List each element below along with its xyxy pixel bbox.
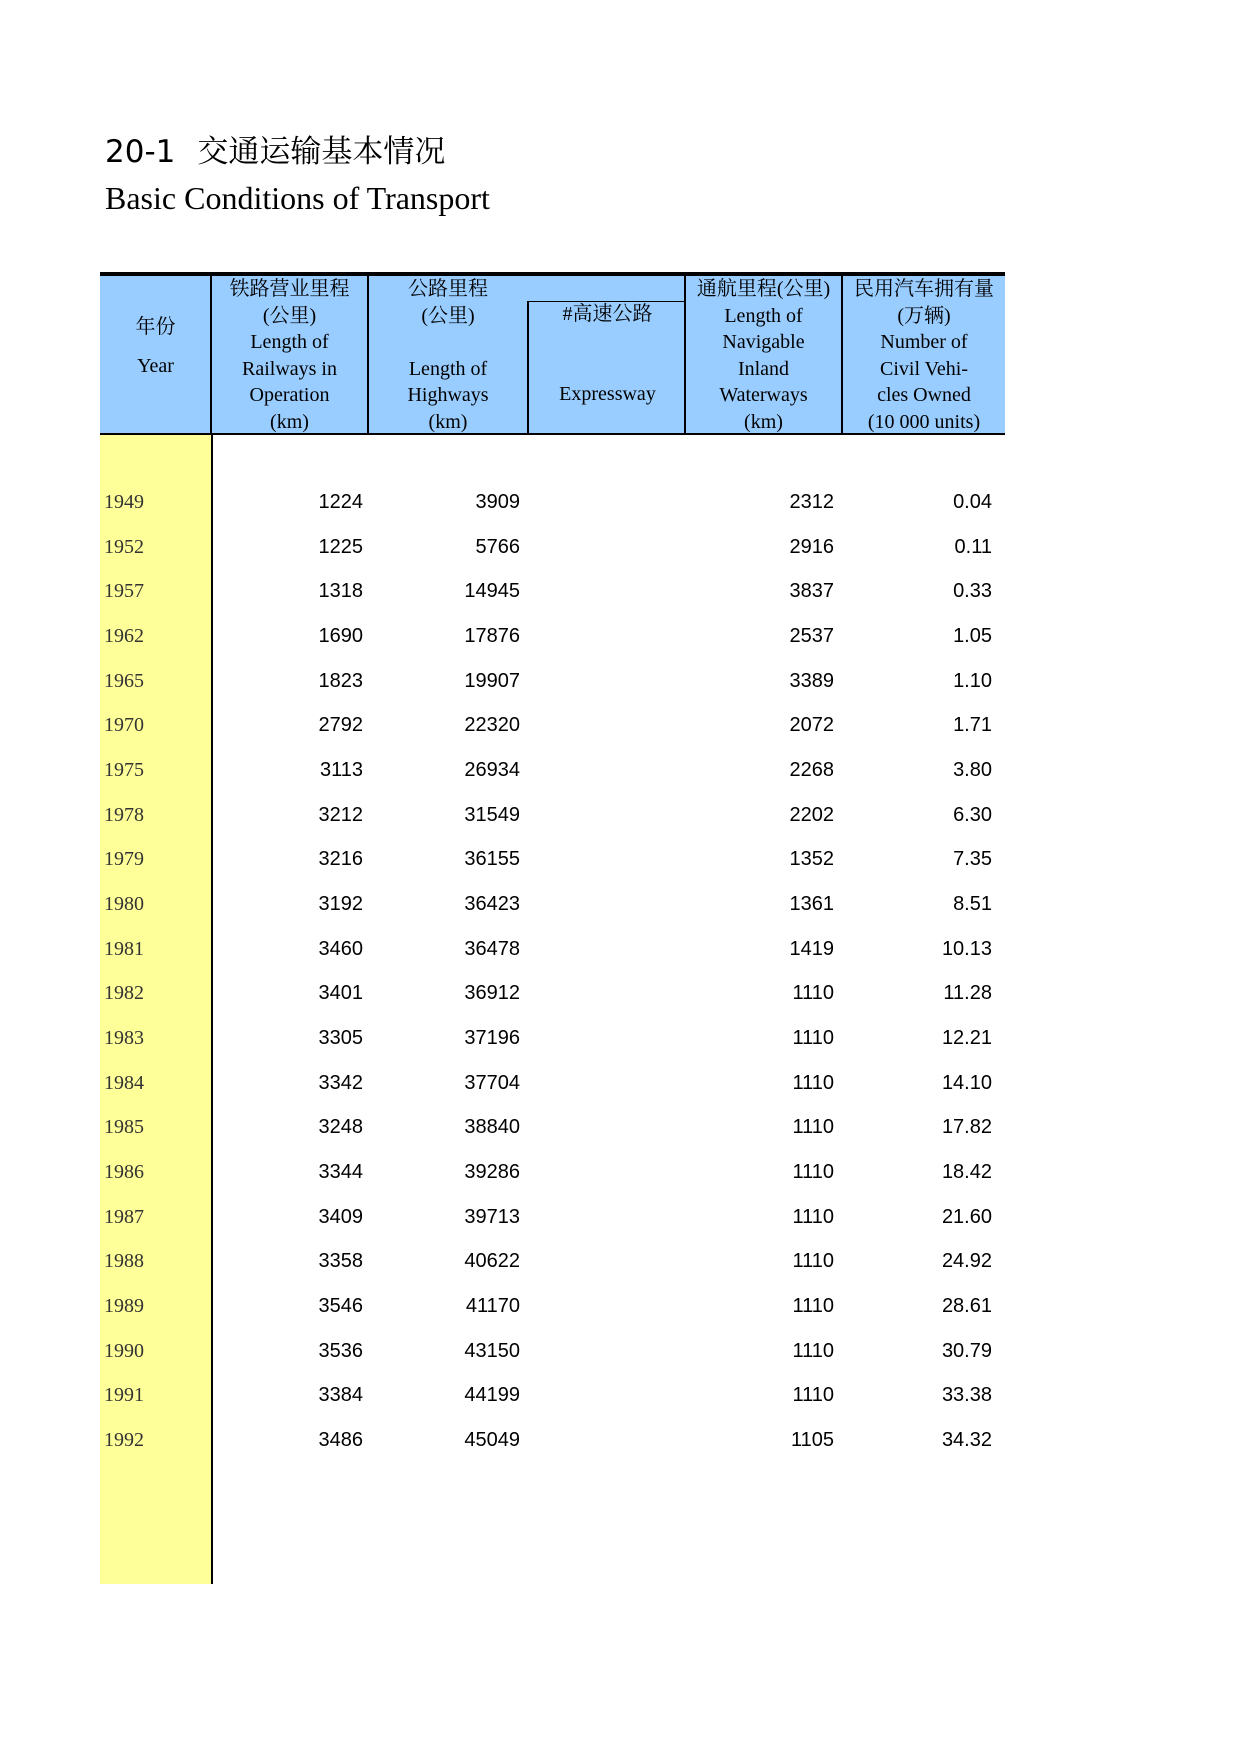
cell-vehicles: 8.51 [953, 893, 992, 916]
cell-railway: 3401 [318, 982, 363, 1005]
cell-waterway: 2072 [789, 714, 834, 737]
header-year-cn: 年份 [135, 316, 176, 338]
cell-year: 1970 [104, 714, 144, 737]
cell-year: 1991 [104, 1384, 144, 1407]
cell-highway: 39713 [464, 1205, 520, 1228]
page-title-english: Basic Conditions of Transport [105, 180, 490, 216]
cell-vehicles: 30.79 [941, 1339, 992, 1362]
cell-railway: 3460 [318, 937, 363, 960]
table-row [100, 1013, 1005, 1063]
cell-expressway [527, 611, 677, 661]
cell-waterway: 1110 [792, 1027, 834, 1050]
cell-vehicles: 33.38 [941, 1384, 992, 1407]
cell-vehicles: 34.32 [941, 1429, 992, 1452]
table-row [100, 1058, 1005, 1108]
cell-highway: 37196 [464, 1027, 520, 1050]
table-row [100, 1370, 1005, 1420]
cell-highway: 26934 [464, 759, 520, 782]
header-vehicles [843, 276, 1005, 433]
header-railway-unit-en: (km) [270, 410, 309, 433]
header-waterway-en1: Length of [724, 304, 803, 327]
cell-expressway [527, 1236, 677, 1286]
cell-railway: 3536 [318, 1339, 363, 1362]
cell-railway: 3344 [318, 1161, 363, 1184]
cell-year: 1985 [104, 1116, 144, 1139]
table-row [100, 1102, 1005, 1152]
cell-vehicles: 1.10 [953, 669, 992, 692]
cell-vehicles: 6.30 [953, 803, 992, 826]
cell-highway: 40622 [464, 1250, 520, 1273]
cell-highway: 37704 [464, 1071, 520, 1094]
cell-railway: 3305 [318, 1027, 363, 1050]
cell-railway: 3212 [318, 803, 363, 826]
cell-highway: 39286 [464, 1161, 520, 1184]
cell-vehicles: 11.28 [943, 982, 992, 1005]
cell-highway: 43150 [464, 1339, 520, 1362]
cell-vehicles: 24.92 [941, 1250, 992, 1273]
cell-vehicles: 28.61 [941, 1295, 992, 1318]
header-waterway-unit-en: (km) [744, 410, 783, 433]
cell-waterway: 1110 [792, 1161, 834, 1184]
cell-highway: 17876 [464, 625, 520, 647]
table-row [100, 1192, 1005, 1242]
header-railway-en3: Operation [249, 384, 330, 406]
cell-highway: 41170 [465, 1295, 520, 1318]
table-number: 20-1 [105, 134, 176, 170]
cell-railway: 3358 [318, 1250, 363, 1273]
header-expressway-cn: #高速公路 [562, 303, 653, 325]
cell-vehicles: 12.21 [941, 1027, 992, 1050]
cell-vehicles: 0.11 [954, 535, 992, 558]
table-row [100, 566, 1005, 616]
header-highway-cn: 公路里程 [408, 278, 488, 300]
cell-expressway [527, 566, 677, 616]
cell-railway: 3192 [318, 893, 363, 916]
cell-vehicles: 1.05 [953, 625, 992, 647]
cell-expressway [527, 1147, 677, 1197]
cell-vehicles: 0.04 [953, 491, 992, 513]
cell-year: 1989 [104, 1295, 144, 1318]
cell-vehicles: 14.10 [941, 1071, 992, 1094]
cell-waterway: 2537 [789, 625, 834, 647]
cell-year: 1981 [104, 937, 144, 960]
table-row [100, 656, 1005, 706]
header-highway [369, 276, 527, 433]
header-vehicles-unit-cn: (万辆) [897, 304, 951, 327]
header-year-en: Year [137, 354, 174, 377]
table-row [100, 745, 1005, 795]
cell-expressway [527, 834, 677, 884]
cell-waterway: 1105 [790, 1429, 834, 1452]
table-row [100, 1326, 1005, 1376]
cell-year: 1987 [104, 1205, 144, 1228]
cell-railway: 3546 [318, 1295, 363, 1318]
cell-year: 1979 [104, 848, 144, 871]
cell-railway: 2792 [318, 714, 363, 737]
cell-highway: 36423 [464, 893, 520, 916]
cell-railway: 3342 [318, 1071, 363, 1094]
header-railway-en1: Length of [250, 331, 329, 353]
cell-year: 1992 [104, 1429, 144, 1452]
cell-expressway [527, 1058, 677, 1108]
cell-year: 1975 [104, 759, 144, 782]
title-chinese-text: 交通运输基本情况 [197, 134, 446, 170]
table-row [100, 477, 1005, 527]
table-row [100, 790, 1005, 840]
cell-vehicles: 1.71 [953, 714, 992, 737]
cell-year: 1965 [104, 669, 144, 692]
cell-waterway: 1110 [792, 1339, 834, 1362]
cell-railway: 1224 [318, 491, 363, 513]
cell-year: 1980 [104, 893, 144, 916]
cell-year: 1962 [104, 625, 144, 647]
header-vehicles-en2: Civil Vehi- [880, 357, 968, 380]
cell-year: 1949 [104, 491, 144, 513]
page-title-chinese [105, 126, 445, 171]
cell-waterway: 1419 [789, 937, 834, 960]
cell-expressway [527, 700, 677, 750]
cell-year: 1978 [104, 803, 144, 826]
header-railway-cn: 铁路营业里程 [229, 278, 350, 300]
cell-vehicles: 10.13 [941, 937, 992, 960]
table-row [100, 834, 1005, 884]
table-row [100, 611, 1005, 661]
header-railway [212, 276, 367, 433]
cell-highway: 31549 [464, 803, 520, 826]
cell-expressway [527, 1102, 677, 1152]
cell-waterway: 3837 [789, 580, 834, 603]
header-vehicles-en1: Number of [880, 331, 968, 353]
header-expressway [529, 301, 686, 433]
cell-year: 1983 [104, 1027, 144, 1050]
cell-waterway: 1110 [792, 1071, 834, 1094]
header-vehicles-unit-en: (10 000 units) [867, 410, 981, 433]
header-railway-unit-cn: (公里) [262, 304, 317, 327]
cell-waterway: 1110 [792, 982, 834, 1005]
header-highway-en1: Length of [408, 357, 488, 380]
table-row [100, 1236, 1005, 1286]
cell-vehicles: 7.35 [953, 848, 992, 871]
cell-waterway: 1110 [792, 1250, 834, 1273]
cell-expressway [527, 1370, 677, 1420]
cell-waterway: 1352 [789, 848, 834, 871]
cell-railway: 3384 [318, 1384, 363, 1407]
cell-waterway: 2268 [789, 759, 834, 782]
cell-year: 1990 [104, 1339, 144, 1362]
table-row [100, 522, 1005, 572]
cell-expressway [527, 1192, 677, 1242]
cell-highway: 3909 [475, 491, 520, 513]
header-expressway-en: Expressway [559, 382, 656, 405]
cell-expressway [527, 1326, 677, 1376]
cell-highway: 44199 [464, 1384, 520, 1407]
cell-highway: 38840 [464, 1116, 520, 1139]
cell-vehicles: 0.33 [953, 580, 992, 603]
cell-highway: 19907 [464, 669, 520, 692]
cell-waterway: 1110 [792, 1205, 834, 1228]
cell-expressway [527, 1281, 677, 1331]
cell-waterway: 1110 [792, 1295, 834, 1318]
cell-highway: 45049 [464, 1429, 520, 1452]
cell-expressway [527, 879, 677, 929]
cell-waterway: 1361 [789, 893, 834, 916]
table-row [100, 1281, 1005, 1331]
cell-highway: 36912 [464, 982, 520, 1005]
header-waterway-en3: Inland [737, 357, 790, 380]
cell-year: 1986 [104, 1161, 144, 1184]
cell-highway: 5766 [475, 535, 520, 558]
cell-expressway [527, 1013, 677, 1063]
cell-vehicles: 18.42 [941, 1161, 992, 1184]
cell-vehicles: 3.80 [953, 759, 992, 782]
cell-waterway: 2202 [789, 803, 834, 826]
cell-railway: 1823 [318, 669, 363, 692]
cell-railway: 3113 [319, 759, 363, 782]
cell-waterway: 1110 [792, 1384, 834, 1407]
cell-railway: 1690 [318, 625, 363, 647]
cell-expressway [527, 745, 677, 795]
cell-railway: 3248 [318, 1116, 363, 1139]
cell-vehicles: 21.60 [941, 1205, 992, 1228]
table-row [100, 924, 1005, 974]
header-railway-en2: Railways in [242, 357, 337, 380]
cell-year: 1984 [104, 1071, 144, 1094]
cell-railway: 1318 [318, 580, 363, 603]
header-waterway-cn: 通航里程(公里) [696, 278, 831, 300]
table-row [100, 700, 1005, 750]
cell-expressway [527, 656, 677, 706]
cell-highway: 36478 [464, 937, 520, 960]
header-waterway-en4: Waterways [719, 384, 808, 406]
cell-waterway: 2312 [789, 491, 834, 513]
cell-expressway [527, 924, 677, 974]
cell-railway: 3486 [318, 1429, 363, 1452]
cell-expressway [527, 968, 677, 1018]
header-highway-unit-cn: (公里) [421, 304, 475, 327]
cell-waterway: 3389 [789, 669, 834, 692]
table-row [100, 1147, 1005, 1197]
header-vehicles-cn: 民用汽车拥有量 [854, 278, 994, 300]
table-row [100, 879, 1005, 929]
cell-expressway [527, 522, 677, 572]
cell-vehicles: 17.82 [941, 1116, 992, 1139]
cell-highway: 22320 [464, 714, 520, 737]
cell-year: 1988 [104, 1250, 144, 1273]
table-row [100, 1415, 1005, 1465]
header-highway-en2: Highways [407, 384, 489, 406]
cell-expressway [527, 790, 677, 840]
cell-expressway [527, 1415, 677, 1465]
cell-railway: 1225 [318, 535, 363, 558]
cell-expressway [527, 477, 677, 527]
header-vehicles-en3: cles Owned [877, 384, 971, 406]
cell-waterway: 1110 [792, 1116, 834, 1139]
cell-railway: 3216 [318, 848, 363, 871]
header-waterway [686, 276, 841, 433]
header-waterway-en2: Navigable [722, 331, 805, 353]
table-header [100, 276, 1005, 435]
cell-railway: 3409 [318, 1205, 363, 1228]
cell-year: 1957 [104, 580, 144, 603]
cell-highway: 14945 [464, 580, 520, 603]
cell-highway: 36155 [464, 848, 520, 871]
table-row [100, 968, 1005, 1018]
header-year [100, 276, 211, 433]
cell-year: 1952 [104, 535, 144, 558]
cell-waterway: 2916 [789, 535, 834, 558]
cell-year: 1982 [104, 982, 144, 1005]
header-highway-unit-en: (km) [428, 410, 468, 433]
